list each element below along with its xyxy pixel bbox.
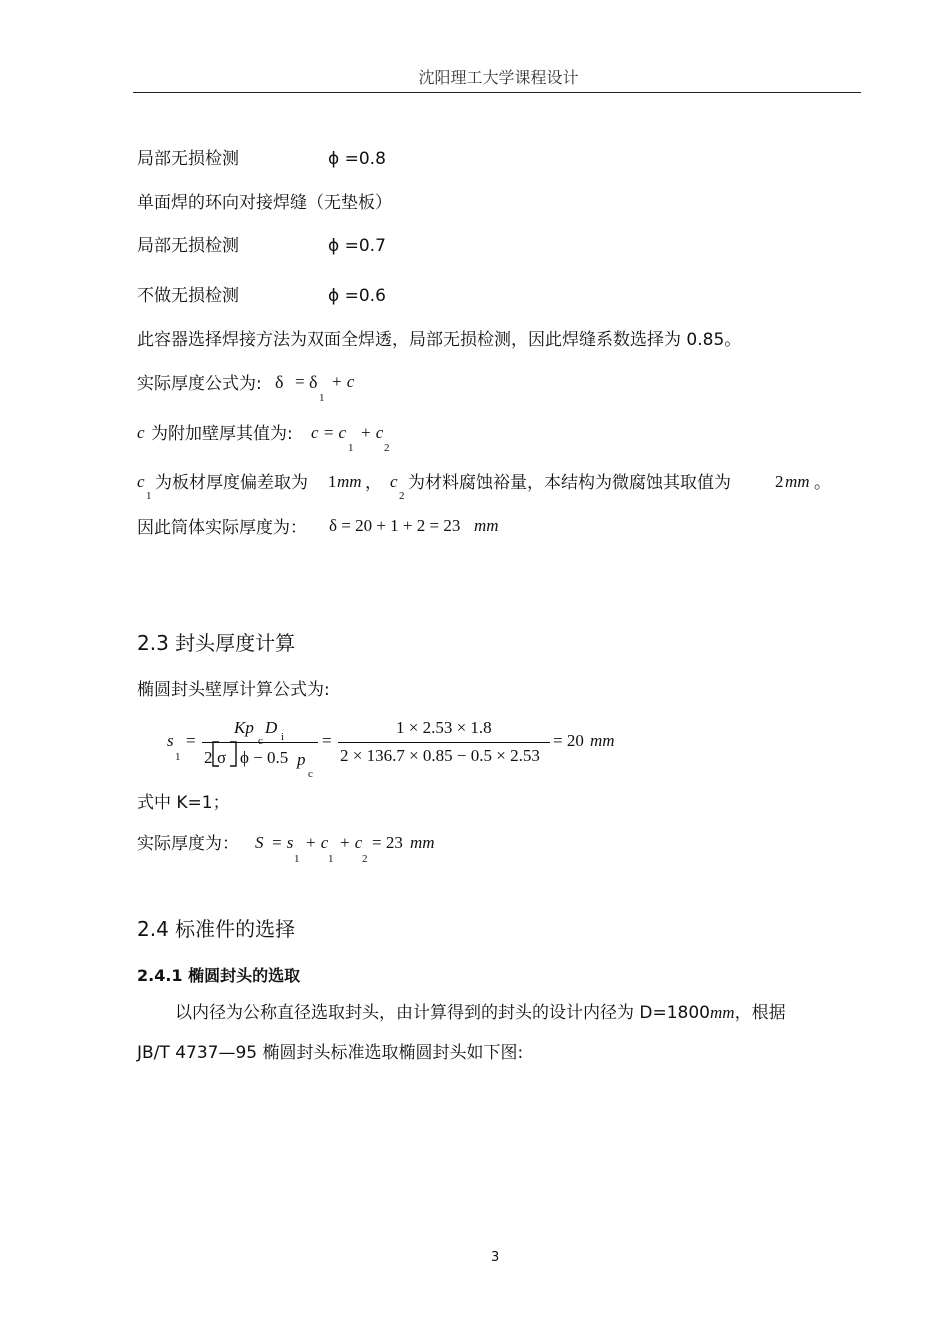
- eq-result: = 20: [553, 731, 584, 750]
- formula-eq: =: [295, 372, 305, 391]
- frac1-num-kp: Kp: [234, 718, 254, 737]
- bracket-right: [229, 741, 237, 767]
- frac1-num-d: D: [265, 718, 278, 737]
- c-description: 为附加壁厚其值为:: [151, 424, 293, 444]
- paragraph-line-2: JB/T 4737—95 椭圆封头标准选取椭圆封头如下图:: [137, 1043, 524, 1063]
- c-eq-plus: + c: [360, 423, 384, 442]
- paragraph-line-1-text: 以内径为公称直径选取封头，由计算得到的封头的设计内径为 D=1800: [175, 1003, 711, 1023]
- page-number: 3: [491, 1250, 500, 1265]
- actual-thickness-label: 实际厚度为：: [137, 834, 239, 854]
- actual-c2-sub: 2: [362, 853, 368, 865]
- c-eq-sub2: 2: [384, 442, 390, 454]
- weld-row-2-label: 局部无损检测: [137, 236, 239, 256]
- c2-sub: 2: [399, 490, 405, 502]
- c2-end: 。: [814, 473, 831, 493]
- c2-description: 为材料腐蚀裕量，本结构为微腐蚀其取值为: [408, 473, 731, 493]
- weld-row-1-label: 局部无损检测: [137, 149, 239, 169]
- actual-result: = 23: [372, 833, 403, 852]
- frac1-den-2: 2: [204, 748, 213, 767]
- paragraph-line-1: [175, 1002, 786, 1024]
- frac1-num-i: i: [281, 731, 285, 743]
- frac2-numerator: 1 × 2.53 × 1.8: [396, 718, 492, 737]
- section-2-3-heading: 2.3 封头厚度计算: [137, 631, 296, 655]
- eq-equal-2: =: [322, 731, 332, 750]
- formula-plus-c: + c: [331, 372, 355, 391]
- frac2-denominator: 2 × 136.7 × 0.85 − 0.5 × 2.53: [340, 746, 540, 765]
- eq-s-sub: 1: [175, 751, 181, 763]
- fraction-bar-2: [338, 742, 550, 743]
- section-2-4-1-heading: 2.4.1 椭圆封头的选取: [137, 966, 301, 985]
- head-formula-label: 椭圆封头壁厚计算公式为:: [137, 680, 330, 700]
- c-symbol: c: [137, 423, 145, 442]
- section-2-4-heading: 2.4 标准件的选择: [137, 917, 296, 941]
- weld-single-side: 单面焊的环向对接焊缝（无垫板）: [137, 193, 392, 213]
- c1-unit: mm: [337, 472, 362, 491]
- result-unit: mm: [474, 516, 499, 535]
- frac1-den-psub: c: [308, 768, 313, 780]
- frac1-den-phi: ϕ − 0.5: [240, 748, 289, 767]
- actual-unit: mm: [410, 833, 435, 852]
- thickness-formula-label: 实际厚度公式为:: [137, 374, 262, 394]
- actual-s-sub: 1: [294, 853, 300, 865]
- c1-sub: 1: [146, 490, 152, 502]
- k-note: 式中 K=1；: [137, 793, 230, 813]
- page-header: 沈阳理工大学课程设计: [418, 68, 579, 87]
- frac1-den-p: p: [297, 750, 306, 769]
- frac1-den-sigma: σ: [217, 748, 227, 767]
- weld-row-2-value: ϕ =0.7: [328, 236, 386, 256]
- weld-row-3-label: 不做无损检测: [137, 286, 239, 306]
- formula-delta1: δ: [309, 372, 318, 392]
- c1-description: 为板材厚度偏差取为: [155, 473, 308, 493]
- c1-symbol: c: [137, 472, 145, 491]
- paragraph-unit: mm: [710, 1003, 735, 1022]
- eq-s: s: [167, 731, 174, 750]
- actual-plus-c1: + c: [305, 833, 329, 852]
- c2-symbol: c: [390, 472, 398, 491]
- c2-unit: mm: [785, 472, 810, 491]
- c1-value: 1: [328, 472, 337, 491]
- actual-S: S: [255, 833, 264, 852]
- result-expression: δ = 20 + 1 + 2 = 23: [329, 516, 461, 535]
- formula-delta: δ: [275, 372, 284, 392]
- weld-selection-text: 此容器选择焊接方法为双面全焊透，局部无损检测，因此焊缝系数选择为 0.85。: [137, 330, 742, 350]
- c-equation: c = c: [311, 423, 347, 442]
- c2-value: 2: [775, 472, 784, 491]
- actual-eq-s: = s: [271, 833, 294, 852]
- frac1-num-c: c: [258, 735, 263, 747]
- weld-row-3-value: ϕ =0.6: [328, 286, 386, 306]
- actual-c1-sub: 1: [328, 853, 334, 865]
- eq-equal-1: =: [186, 731, 196, 750]
- header-divider: [133, 92, 861, 93]
- formula-delta1-sub: 1: [319, 392, 325, 404]
- c-eq-sub1: 1: [348, 442, 354, 454]
- actual-plus-c2: + c: [339, 833, 363, 852]
- c1-comma: ，: [365, 473, 382, 493]
- result-label: 因此筒体实际厚度为：: [137, 518, 307, 538]
- paragraph-line-1-end: ，根据: [734, 1003, 786, 1023]
- weld-row-1-value: ϕ =0.8: [328, 149, 386, 169]
- eq-result-unit: mm: [590, 731, 615, 750]
